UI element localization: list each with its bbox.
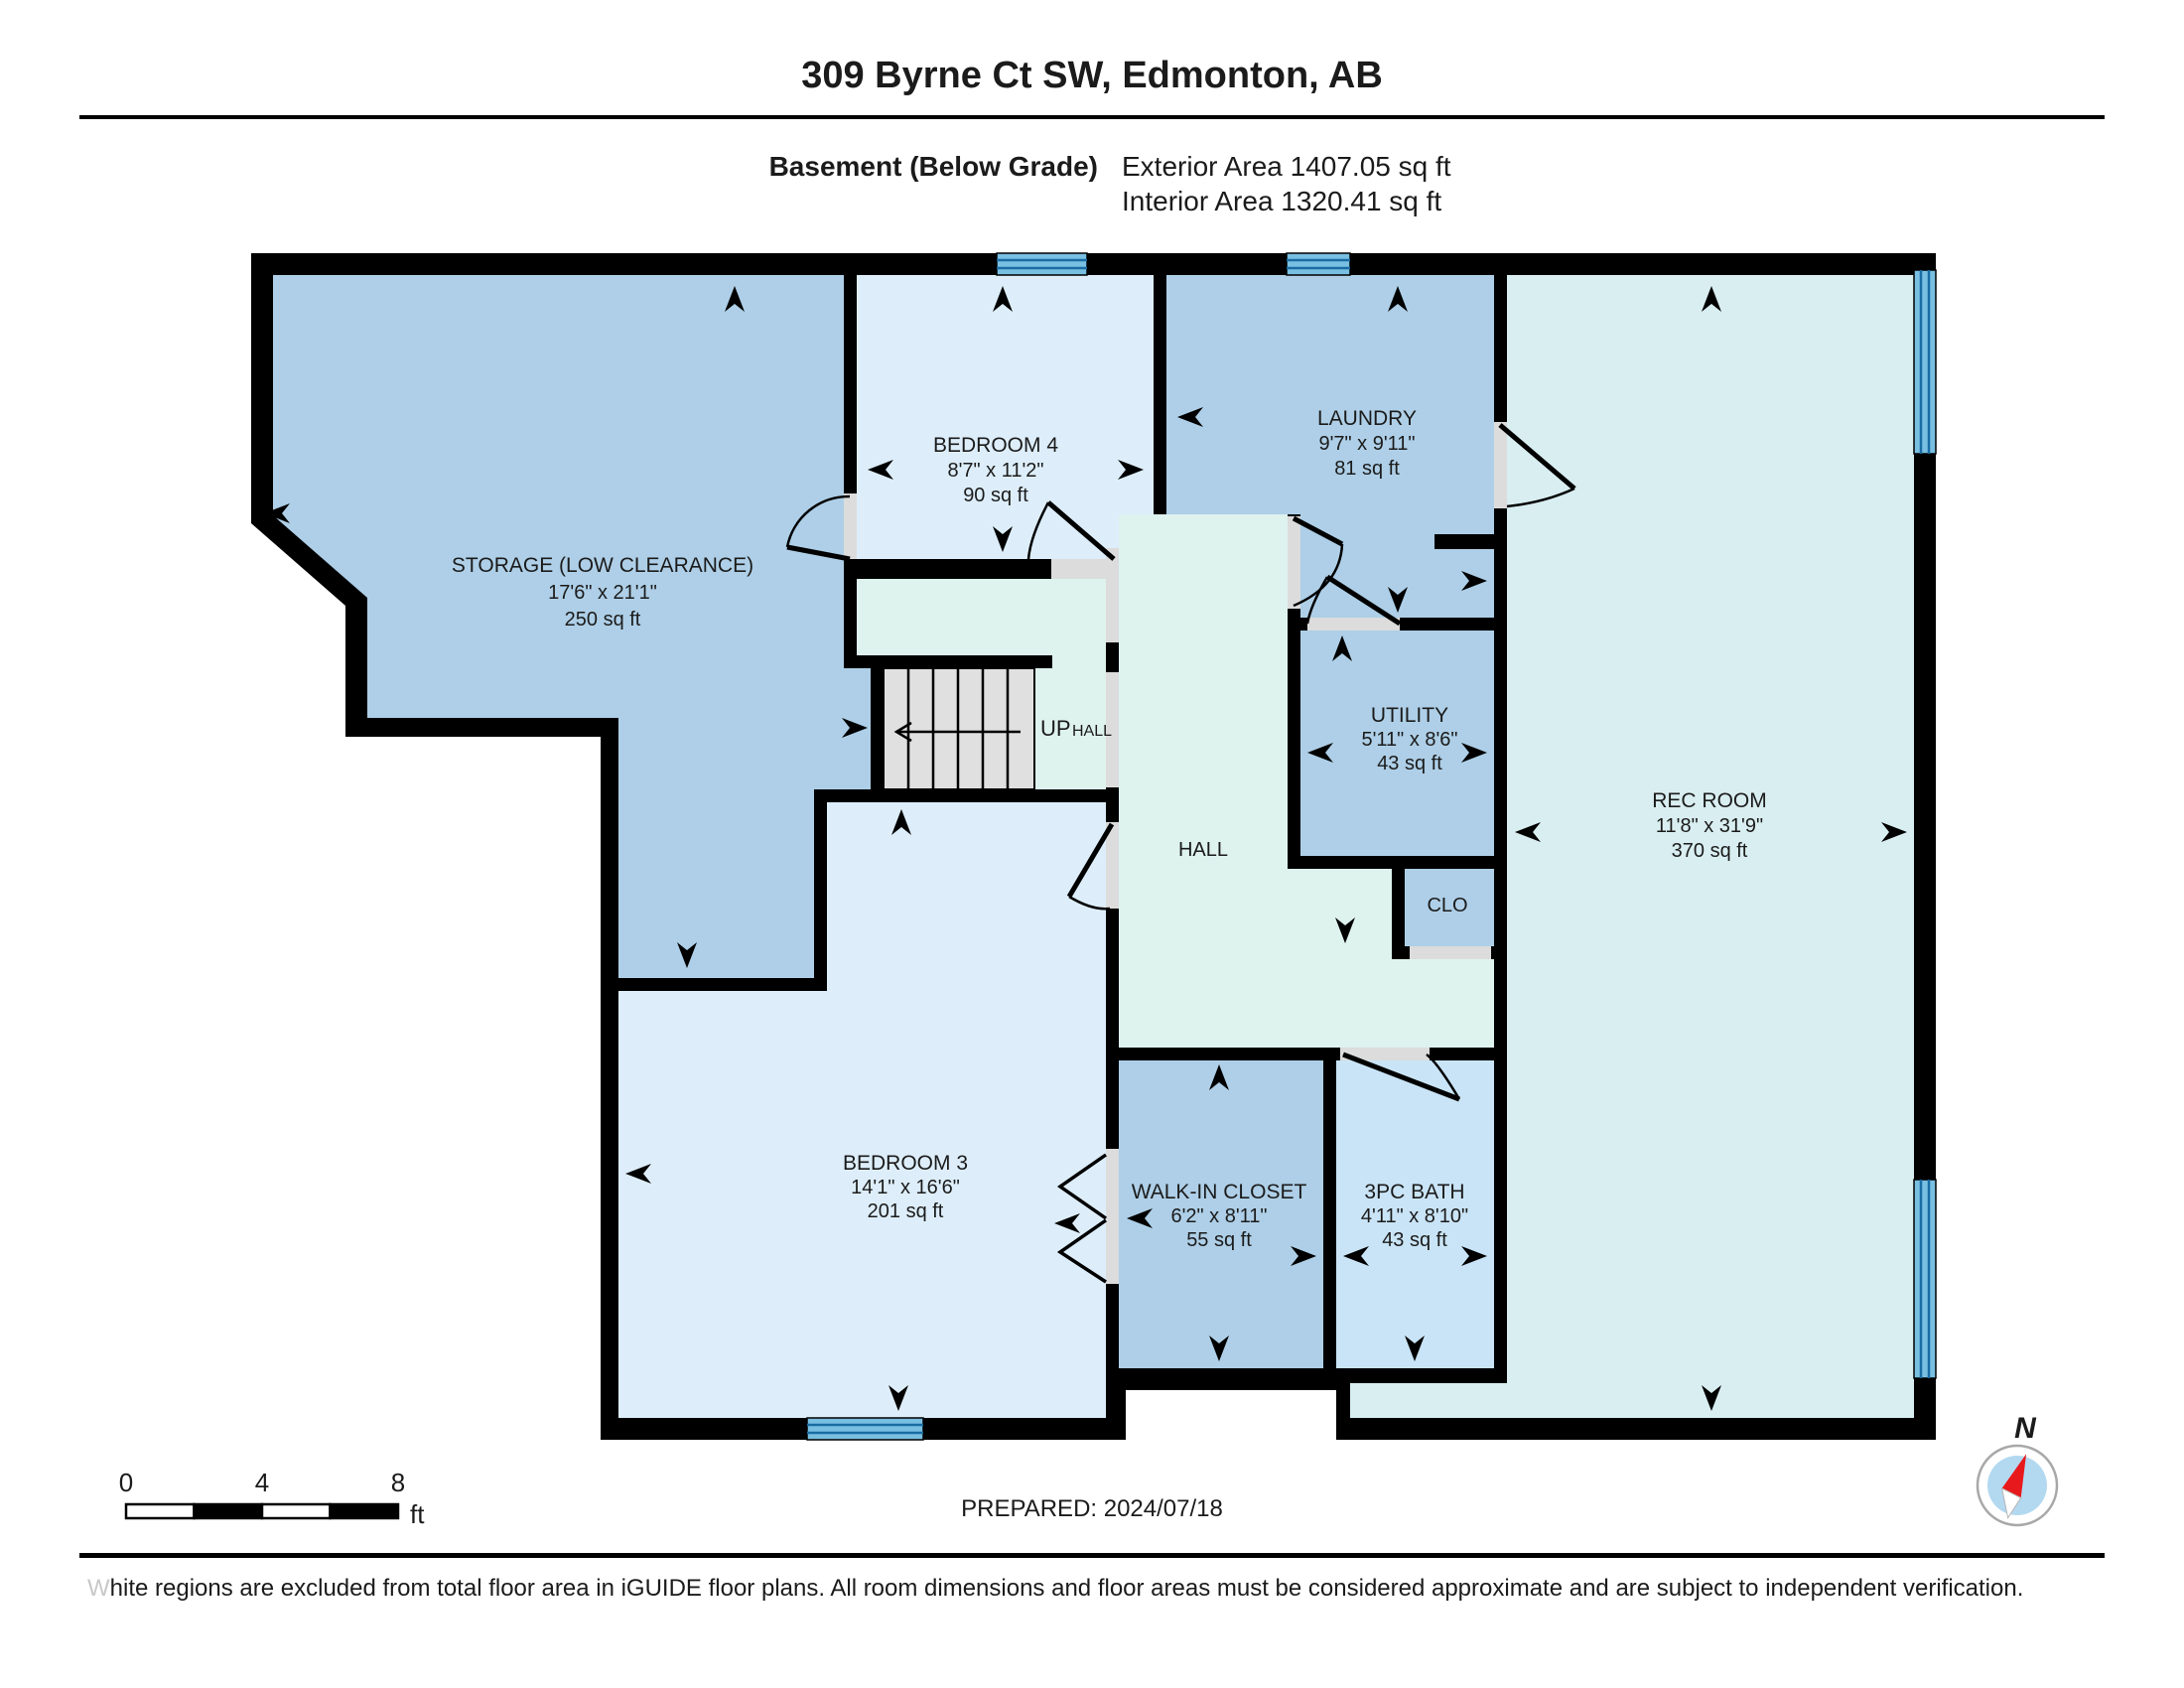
- floor-label: Basement (Below Grade): [768, 151, 1098, 182]
- svg-text:11'8" x 31'9": 11'8" x 31'9": [1655, 815, 1764, 837]
- interior-area: Interior Area 1320.41 sq ft: [1122, 186, 1442, 216]
- svg-text:WALK-IN CLOSET: WALK-IN CLOSET: [1131, 1181, 1307, 1203]
- door-gap-rec: [1494, 422, 1507, 508]
- hall-corridor-fill: [1119, 514, 1288, 1048]
- svg-text:LAUNDRY: LAUNDRY: [1317, 407, 1417, 430]
- svg-text:17'6" x 21'1": 17'6" x 21'1": [548, 582, 657, 604]
- svg-text:STORAGE (LOW CLEARANCE): STORAGE (LOW CLEARANCE): [451, 554, 754, 577]
- header: [79, 55, 2105, 216]
- opening-clo: [1410, 946, 1491, 959]
- svg-text:55 sq ft: 55 sq ft: [1186, 1229, 1252, 1251]
- svg-text:BEDROOM 3: BEDROOM 3: [842, 1152, 969, 1175]
- room-label-hall: HALL: [1177, 839, 1229, 861]
- scale-tick-0: 0: [118, 1468, 134, 1497]
- scale-unit: ft: [410, 1499, 425, 1529]
- window-rec-upper-icon: [1914, 270, 1936, 454]
- stairs: [884, 668, 1034, 789]
- disclaimer-rest: hite regions are excluded from total floor area in iGUIDE floor plans. All room dimensions and floor areas must be considered approximate and are subject to independent verification.: [109, 1575, 2024, 1602]
- stairs-up-label: UP: [1040, 716, 1071, 741]
- door-gap-storage: [844, 493, 857, 559]
- svg-text:UTILITY: UTILITY: [1370, 704, 1449, 727]
- svg-text:4'11" x 8'10": 4'11" x 8'10": [1360, 1205, 1469, 1227]
- compass-icon: [1978, 1412, 2057, 1525]
- stairs-hall-label: HALL: [1072, 723, 1113, 740]
- footer: [79, 1412, 2105, 1602]
- door-gap-bedroom4-side: [1106, 548, 1119, 642]
- svg-text:BEDROOM 4: BEDROOM 4: [932, 434, 1059, 457]
- svg-text:5'11" x 8'6": 5'11" x 8'6": [1361, 729, 1458, 751]
- svg-text:8'7" x 11'2": 8'7" x 11'2": [947, 460, 1044, 482]
- svg-text:250 sq ft: 250 sq ft: [564, 609, 641, 631]
- svg-text:14'1" x 16'6": 14'1" x 16'6": [851, 1177, 960, 1198]
- door-gap-bedroom4: [1051, 559, 1106, 579]
- exterior-area: Exterior Area 1407.05 sq ft: [1122, 151, 1451, 182]
- window-laundry-icon: [1287, 253, 1350, 275]
- scale-tick-4: 4: [254, 1468, 270, 1497]
- door-gap-utility: [1307, 618, 1400, 631]
- disclaimer-lead: W: [87, 1575, 110, 1602]
- svg-text:3PC BATH: 3PC BATH: [1364, 1181, 1465, 1203]
- svg-text:43 sq ft: 43 sq ft: [1377, 753, 1442, 774]
- disclaimer-text: [87, 1575, 2023, 1602]
- scale-bar: [119, 1468, 425, 1529]
- svg-text:6'2" x 8'11": 6'2" x 8'11": [1170, 1205, 1268, 1227]
- window-bedroom3-icon: [807, 1418, 923, 1440]
- svg-text:370 sq ft: 370 sq ft: [1671, 840, 1748, 862]
- svg-text:81 sq ft: 81 sq ft: [1334, 458, 1400, 480]
- svg-text:201 sq ft: 201 sq ft: [867, 1200, 944, 1222]
- svg-text:90 sq ft: 90 sq ft: [963, 485, 1028, 506]
- compass-north-label: N: [2014, 1412, 2036, 1445]
- page-title: 309 Byrne Ct SW, Edmonton, AB: [801, 55, 1383, 96]
- svg-text:REC ROOM: REC ROOM: [1652, 789, 1767, 812]
- room-bedroom4-fill: [857, 275, 1154, 559]
- window-bedroom4-icon: [997, 253, 1087, 275]
- room-label-clo: CLO: [1427, 895, 1468, 916]
- header-rule: [79, 115, 2105, 119]
- laundry-niche-wall: [1434, 534, 1494, 549]
- window-rec-lower-icon: [1914, 1180, 1936, 1378]
- door-gap-bifold: [1106, 1149, 1119, 1284]
- svg-text:43 sq ft: 43 sq ft: [1382, 1229, 1447, 1251]
- footer-rule: [79, 1553, 2105, 1558]
- prepared-date: PREPARED: 2024/07/18: [961, 1495, 1223, 1522]
- scale-tick-8: 8: [390, 1468, 406, 1497]
- svg-text:9'7" x 9'11": 9'7" x 9'11": [1318, 433, 1416, 455]
- plan: [251, 253, 1936, 1440]
- door-gap-hall-laundry: [1288, 516, 1300, 609]
